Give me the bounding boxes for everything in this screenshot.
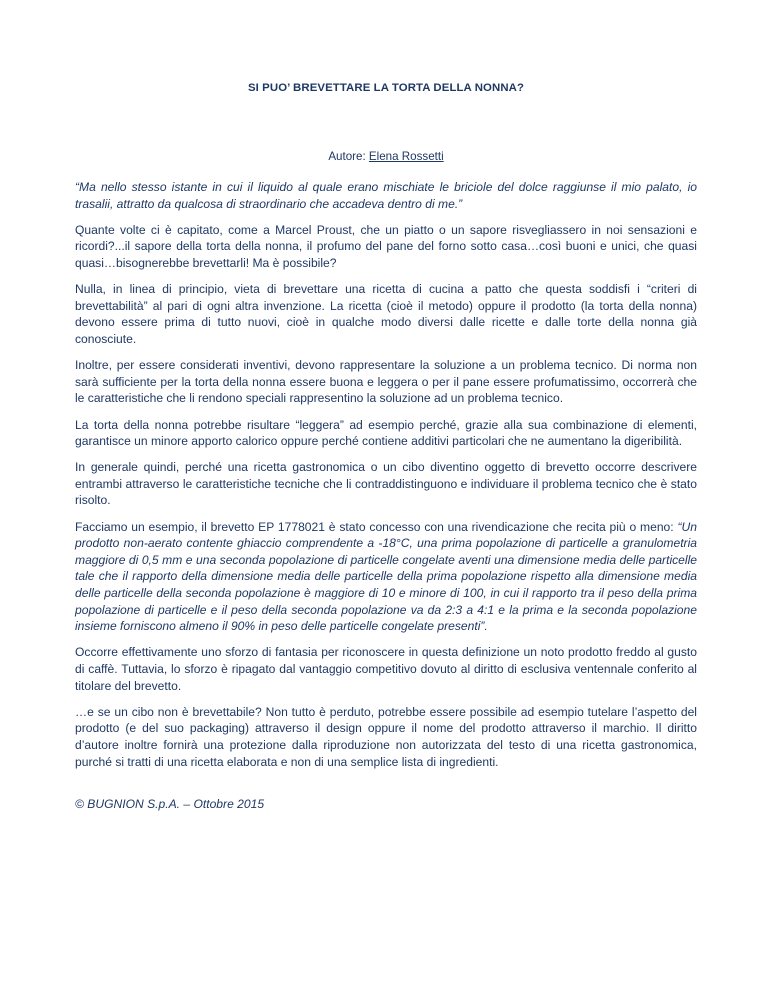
article-body — [75, 179, 697, 780]
document-title: SI PUO’ BREVETTARE LA TORTA DELLA NONNA? — [247, 82, 525, 94]
paragraph-alternatives: …e se un cibo non è brevettabile? Non tutto è perduto, potrebbe essere possibile ad esempio tutelare l’aspetto del prodotto (e del suo packaging) attraverso il design oppure il nome del prodotto attraverso il marchio. Il diritto d’autore inoltre fornirà una protezione dalla riproduzione non autorizzata del testo di una ricetta gastronomica, purché si tratti di una ricetta elaborata e non di una semplice lista di ingredienti. — [75, 704, 697, 769]
author-name-link[interactable]: Elena Rossetti — [368, 150, 444, 163]
author-line — [75, 150, 697, 163]
paragraph-example — [75, 519, 697, 635]
paragraph-effort: Occorre effettivamente uno sforzo di fantasia per riconoscere in questa definizione un noto prodotto freddo al gusto di caffè. Tuttavia, lo sforzo è ripagato dal vantaggio competitivo dovuto al diritto di esclusiva ventennale conferito al titolare del brevetto. — [75, 645, 697, 693]
paragraph-leggera: La torta della nonna potrebbe risultare “leggera” ad esempio perché, grazie alla sua combinazione di elementi, garantisce un minore apporto calorico oppure perché contiene additivi particolari che ne aumentano la digeribilità. — [75, 417, 697, 449]
example-intro: Facciamo un esempio, il brevetto EP 1778021 è stato concesso con una rivendicazione che recita più o meno: — [75, 519, 674, 534]
paragraph-general: In generale quindi, perché una ricetta gastronomica o un cibo diventino oggetto di brevetto occorre descrivere entrambi attraverso le caratteristiche tecniche che li contraddistinguono e individuare il problema tecnico che è stato risolto. — [75, 460, 697, 508]
paragraph-intro: Quante volte ci è capitato, come a Marcel Proust, che un piatto o un sapore risvegliassero in noi sensazioni e ricordi?...il sapore della torta della nonna, il profumo del pane del forno sotto casa…così buoni e unici, che quasi quasi…bisognerebbe brevettarli! Ma è possibile? — [75, 222, 697, 270]
author-label: Autore: — [328, 150, 369, 163]
patent-claim: “Un prodotto non-aerato contente ghiaccio comprendente a -18°C, una prima popolazione di particelle a granulometria maggiore di 0,5 mm e una seconda popolazione di particelle congelate aventi una dimensione media delle particelle tale che il rapporto della dimensione media delle particelle della prima popolazione rispetto alla dimensione media delle particelle della seconda popolazione è maggiore di 10 e minore di 100, in cui il rapporto tra il peso della prima popolazione di particelle e il peso della seconda popolazione va da 2:3 a 4:1 e la prima e la seconda popolazione insieme forniscono almeno il 90% in peso delle particelle congelate presenti”. — [75, 519, 697, 634]
copyright-notice: © BUGNION S.p.A. – Ottobre 2015 — [75, 797, 265, 811]
proust-quote: “Ma nello stesso istante in cui il liquido al quale erano mischiate le briciole del dolce raggiunse il mio palato, io trasalii, attratto da qualcosa di straordinario che accadeva dentro di me.” — [75, 180, 697, 211]
paragraph-inventive: Inoltre, per essere considerati inventivi, devono rappresentare la soluzione a un problema tecnico. Di norma non sarà sufficiente per la torta della nonna essere buona e leggera o per il pane essere profumatissimo, occorrerà che le caratteristiche che li rendono speciali rappresentino la soluzione ad un problema tecnico. — [75, 358, 697, 406]
paragraph-criteria: Nulla, in linea di principio, vieta di brevettare una ricetta di cucina a patto che questa soddisfi i “criteri di brevettabilità” al pari di ogni altra invenzione. La ricetta (cioè il metodo) oppure il prodotto (la torta della nonna) devono essere prima di tutto nuovi, cioè in qualche modo diversi dalle ricette e dalle torte della nonna già conosciute. — [75, 282, 697, 346]
